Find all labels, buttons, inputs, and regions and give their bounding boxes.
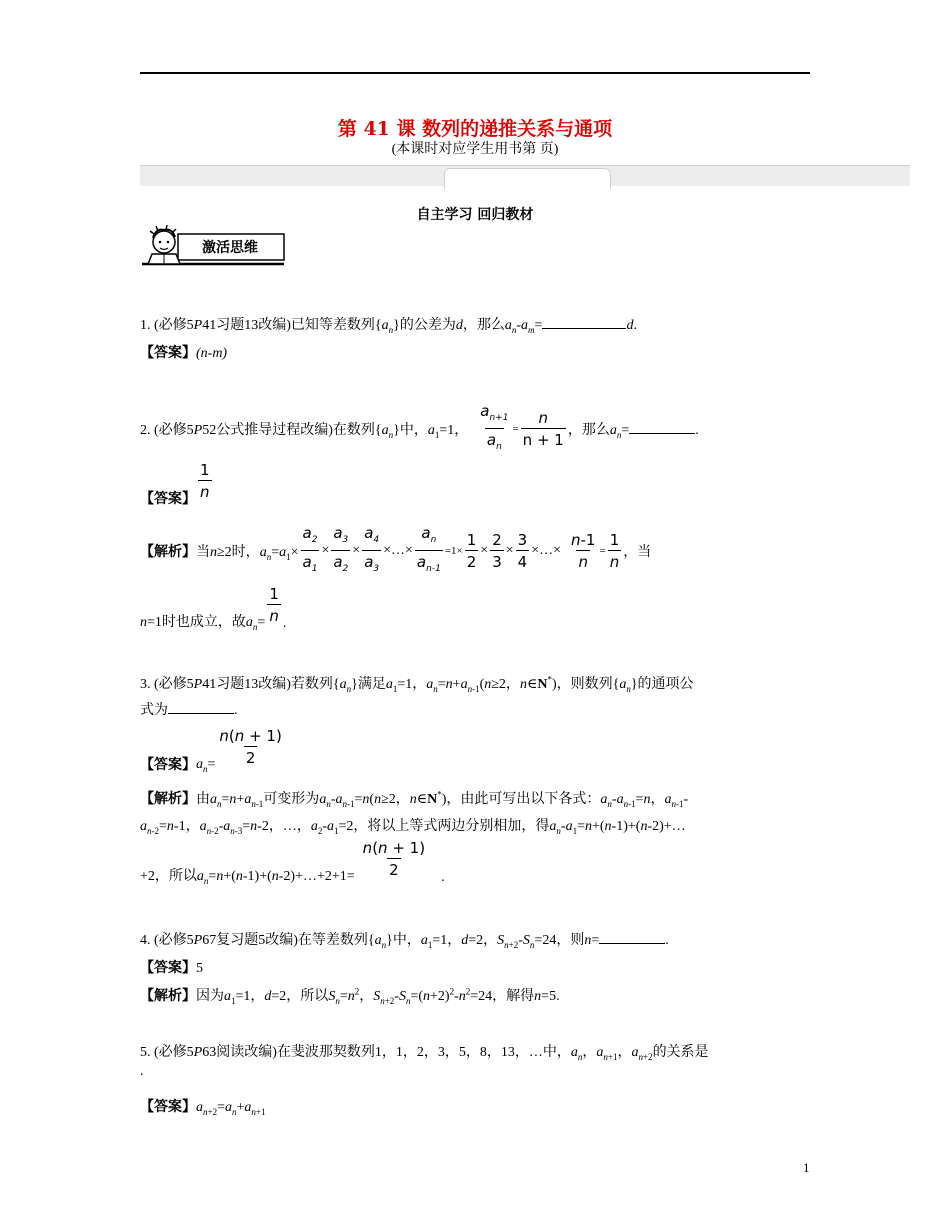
section-heading: 自主学习 回归教材	[416, 207, 534, 223]
q2-fraction-ratio: $\frac{a_{n+1}}{a_n}$	[478, 401, 510, 458]
page-title: 第 41 课 数列的递推关系与通项	[337, 118, 613, 140]
q2-analysis-line2: n=1时也成立，故$a_n=$ $\frac{1}{n}$ .	[140, 585, 287, 632]
banner-text: 激活思维	[202, 240, 258, 256]
q3-analysis-line3: +2，所以$a_n=n+(n-1)+(n-2)+\dots+2+1=$ $\frac{n(n + 1)}{2}$ .	[140, 839, 445, 886]
q2-analysis: 【解析】 当n≥2时，$a_n=a_1\times$ $\frac{a_2}{a_1}$ × $\frac{a_3}{a_2}$ × $\frac{a_4}{a_3}$ ×…× $\frac{a_n}{a_{n-1}}$ =1× $\frac{1}{2}$ × $\frac{2}{3}$ × $\frac{3}{4}$ ×…× $\frac{n-1}{n}$ = $\frac{1}{n}$ ，当	[140, 520, 651, 582]
q1-answer: 【答案】(n-m)	[140, 346, 228, 361]
page-number: 1	[803, 1160, 810, 1175]
q2-fraction-n: $\frac{n}{n + 1}$	[522, 408, 564, 449]
q3-stem-line2: 式为 .	[140, 703, 238, 718]
section-tab	[444, 168, 611, 189]
q5-stem-line2: .	[140, 1064, 144, 1079]
q3-analysis-line1: 【解析】由$a_n=n+a_{n-1}$可变形为$a_n-a_{n-1}=n(n\ge 2$，n∈N*)，由此可写出以下各式：$a_n-a_{n-1}=n$，$a_{n-1}-$	[140, 789, 689, 809]
q3-answer: 【答案】 $a_n=$ $\frac{n(n + 1)}{2}$	[140, 727, 282, 774]
q3-analysis-line2: $a_{n-2}=n-1$，$a_{n-2}-a_{n-3}=n-2$，…，$a_2-a_1=2$，将以上等式两边分别相加，得$a_n-a_1=n+(n-1)+(n-2)+\dots$	[140, 819, 686, 836]
q3-stem-line1: 3. (必修5P41习题13改编)若数列$\{a_n\}$满足$a_1=1$，$a_n=n+a_{n-1}(n\ge 2$，n∈N*)，则数列$\{a_n\}$的通项公	[140, 674, 694, 694]
q4-stem: 4. (必修5P67复习题5改编)在等差数列$\{a_n\}$中，$a_1=1$，d=2，$S_{n+2}-S_n=24$，则n= .	[140, 933, 669, 950]
header-rule	[140, 72, 810, 74]
q2-stem: 2. (必修5P52公式推导过程改编)在数列$\{a_n\}$中，$a_1=1$， $\frac{a_{n+1}}{a_n}$ = $\frac{n}{n + 1}$ ，那么$a_n=$ .	[140, 397, 699, 461]
q5-answer: 【答案】$a_{n+2}=a_n+a_{n+1}$	[140, 1100, 266, 1117]
q1-stem: 1. (必修5P41习题13改编)已知等差数列$\{a_n\}$的公差为d，那么$a_n-a_m= d$.	[140, 318, 637, 335]
q4-analysis: 【解析】因为$a_1=1$，d=2，所以$S_n=n^2$，$S_{n+2}-S_n=(n+2)^2-n^2=24$，解得n=5.	[140, 986, 560, 1006]
page-subtitle: (本课时对应学生用书第 页)	[391, 142, 559, 157]
activate-thinking-banner-icon	[140, 224, 286, 270]
q5-stem-line1: 5. (必修5P63阅读改编)在斐波那契数列1，1，2，3，5，8，13，…中，$a_n$，$a_{n+1}$，$a_{n+2}$的关系是	[140, 1045, 709, 1062]
q2-answer: 【答案】 $\frac{1}{n}$	[140, 461, 210, 507]
q4-answer: 【答案】5	[140, 961, 203, 976]
